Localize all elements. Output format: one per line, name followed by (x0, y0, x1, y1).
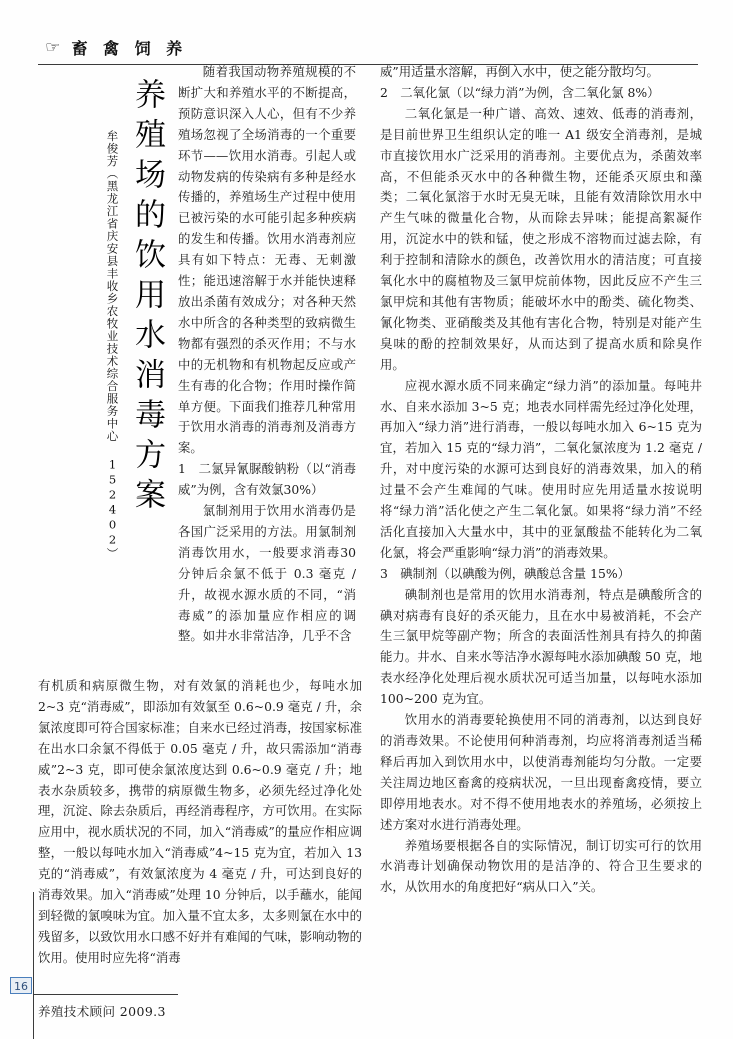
paragraph: 随着我国动物养殖规模的不断扩大和养殖水平的不断提高，预防意识深入人心，但有不少养殖场忽视了全场消毒的一个重要环节——饮用水消毒。引起人或动物发病的传染病有多种是经水传播的，养殖场生产过程中使用已被污染的水可能引起多种疾病的发生和传播。饮用水消毒剂应具有如下特点：无毒、无刺激性；能迅速溶解于水并能快速释放出杀菌有效成分；对各种天然水中所含的各种类型的致病微生物都有强烈的杀灭作用；不与水中的无机物和有机物起反应或产生有毒的化合物；作用时操作简单方便。下面我们推荐几种常用于饮用水消毒的消毒剂及消毒方案。 (178, 64, 356, 456)
paragraph: 威”用适量水溶解，再倒入水中，使之能分散均匀。 (380, 64, 659, 79)
full-width-column-text (38, 676, 362, 969)
footer-publication: 养殖技术顾问 2009.3 (38, 1004, 166, 1019)
paragraph: 饮用水的消毒要轮换使用不同的消毒剂，以达到良好的消毒效果。不论使用何种消毒剂，均应将消毒剂适当稀释后再加入到饮用水中，以使消毒剂能均匀分散。一定要关注周边地区畜禽的疫病状况，一旦出现畜禽疫情，要立即停用地表水。对不得不使用地表水的养殖场，必须按上述方案对水进行消毒处理。 (380, 712, 702, 832)
article-title-block (52, 78, 170, 658)
paragraph: 碘制剂也是常用的饮用水消毒剂，特点是碘酸所含的碘对病毒有良好的杀灭能力，且在水中易被消耗，不会产生三氯甲烷等副产物；所含的表面活性剂具有持久的抑菌能力。井水、自来水等洁净水源每吨水添加碘酸 50 克，地表水经净化处理后视水质状况可适当加量，以每吨水添加 100~200 克为宜。 (380, 586, 702, 707)
page-number-badge: 16 (10, 977, 32, 994)
paragraph: 应视水源水质不同来确定“绿力消”的添加量。每吨井水、自来水添加 3~5 克；地表水同样需先经过净化处理，再加入“绿力消”进行消毒，一般以每吨水加入 6~15 克为宜，若加入 15 克的“绿力消”，二氧化氯浓度为 1.2 毫克 / 升，对中度污染的水源可达到良好的消毒效果，加入的稍过量不会产生难闻的气味。使用时应先用适量水按说明将“绿力消”活化使之产生二氧化氯。如果将“绿力消”不经活化直接加入大量水中，其中的亚氯酸盐不能转化为二氧化氯，将会严重影响“绿力消”的消毒效果。 (380, 377, 702, 560)
pointing-hand-icon: ☞ (44, 38, 61, 56)
section-heading-3: 3 碘制剂（以碘酸为例，碘酸总含量 15%） (380, 565, 631, 581)
paragraph: 养殖场要根据各自的实际情况，制订切实可行的饮用水消毒计划确保动物饮用的是洁净的、符合卫生要求的水，从饮用水的角度把好“病从口入”关。 (380, 837, 702, 895)
section-title: 畜 禽 饲 养 (71, 39, 188, 58)
left-margin-rule (33, 892, 34, 1039)
section-heading-1: 1 二氯异氰脲酸钠粉（以“消毒威”为例，含有效氯30%） (178, 461, 356, 498)
left-column-text (178, 62, 356, 647)
page-title: 养殖场的饮用水消毒方案 (129, 78, 165, 518)
paragraph: 氯制剂用于饮用水消毒仍是各国广泛采用的方法。用氯制剂消毒饮用水，一般要求消毒30 分钟后余氯不低于 0.3 毫克 / 升，故视水源水质的不同，“消毒威”的添加量应作相应的调整。如井水非常洁净，几乎不含 (178, 503, 356, 644)
section-heading-2: 2 二氧化氯（以“绿力消”为例，含二氧化氯 8%） (380, 84, 660, 100)
footer-divider (33, 994, 178, 995)
paragraph: 二氧化氯是一种广谱、高效、速效、低毒的消毒剂，是目前世界卫生组织认定的唯一 A1 级安全消毒剂，是城市直接饮用水广泛采用的消毒剂。主要优点为，杀菌效率高，不但能杀灭水中的各种微生物，还能杀灭原虫和藻类；二氧化氯溶于水时无臭无味，且能有效清除饮用水中产生气味的微量化合物，从而除去异味；能提高絮凝作用，沉淀水中的铁和锰，使之形成不溶物而过滤去除，有利于控制和清除水的颜色，改善饮用水的清洁度；可直接氧化水中的腐植物及三氯甲烷前体物，因此反应不产生三氯甲烷和其他有害物质；能破坏水中的酚类、硫化物类、氰化物类、亚硝酸类及其他有害化合物，特别是对能产生臭味的酚的控制效果好，从而达到了提高水质和除臭作用。 (380, 105, 702, 372)
right-column-text (380, 62, 702, 898)
paragraph: 有机质和病原微生物，对有效氯的消耗也少，每吨水加 2~3 克“消毒威”，即添加有效氯至 0.6~0.9 毫克 / 升，余氯浓度即可符合国家标准；自来水已经过消毒，按国家标准在出水口余氯不得低于 0.05 毫克 / 升，故只需添加“消毒威”2~3 克，即可使余氯浓度达到 0.6~0.9 毫克 / 升；地表水杂质较多，携带的病原微生物多，必须先经过净化处理，沉淀、除去杂质后，再经消毒程序，方可饮用。在实际应用中，视水质状况的不同，加入“消毒威”的量应作相应调整，一般以每吨水加入“消毒威”4~15 克为宜，若加入 13 克的“消毒威”，有效氯浓度为 4 毫克 / 升，可达到良好的消毒效果。加入“消毒威”处理 10 分钟后，以手蘸水，能闻到轻微的氯嗅味为宜。加入量不宜太多，太多则氯在水中的残留多，以致饮用水口感不好并有难闻的气味，影响动物的饮用。使用时应先将“消毒 (38, 678, 362, 965)
article-author: 牟俊芳（黑龙江省庆安县丰收乡农牧业技术综合服务中心 152402） (105, 130, 120, 560)
header-content (38, 36, 698, 59)
